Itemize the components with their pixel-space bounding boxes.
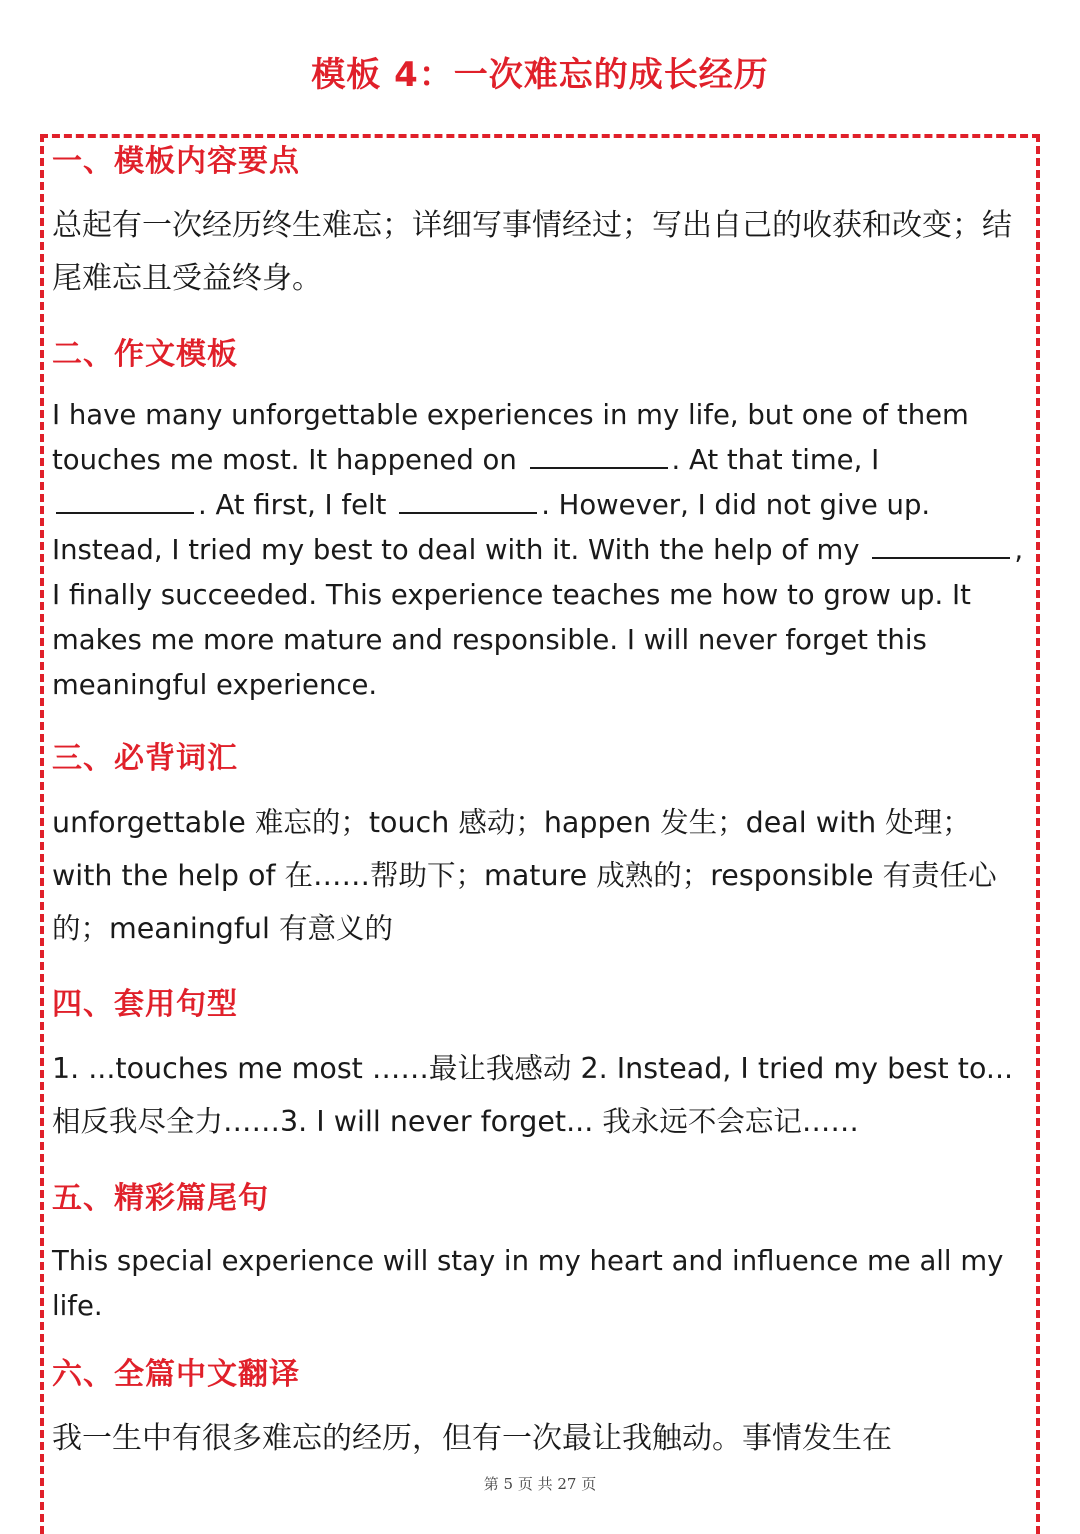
fill-in-blank[interactable] <box>530 443 668 469</box>
section-vocabulary <box>52 737 1027 955</box>
section-ending-sentence <box>52 1177 1027 1329</box>
template-segment: I have many unforgettable experiences in my life, but one of them touches me most. It happened on <box>52 399 969 476</box>
fill-in-blank[interactable] <box>56 488 194 514</box>
section-heading: 四、套用句型 <box>52 987 238 1022</box>
section-heading: 六、全篇中文翻译 <box>52 1357 300 1392</box>
section-heading: 二、作文模板 <box>52 337 238 372</box>
vocabulary-text: unforgettable 难忘的；touch 感动；happen 发生；deal with 处理；with the help of 在……帮助下；mature 成熟的；responsible 有责任心的；meaningful 有意义的 <box>52 806 997 945</box>
fill-in-blank[interactable] <box>399 488 537 514</box>
section-essay-template <box>52 333 1027 708</box>
sentence-patterns-text: 1. ...touches me most ……最让我感动 2. Instead, I tried my best to... 相反我尽全力……3. I will never forget... 我永远不会忘记…… <box>52 1052 1014 1138</box>
template-segment: . At that time, I <box>671 444 880 476</box>
section-heading: 一、模板内容要点 <box>52 144 300 179</box>
translation-text: 我一生中有很多难忘的经历，但有一次最让我触动。事情发生在 <box>52 1421 892 1456</box>
page-title: 模板 4：一次难忘的成长经历 <box>311 55 769 95</box>
key-points-text: 总起有一次经历终生难忘；详细写事情经过；写出自己的收获和改变；结尾难忘且受益终身。 <box>52 208 1012 296</box>
template-segment: . However, I did not give up. Instead, I tried my best to deal with it. With the help of my <box>52 489 931 566</box>
section-sentence-patterns <box>52 983 1027 1148</box>
essay-template-text <box>52 393 1027 708</box>
section-heading: 五、精彩篇尾句 <box>52 1181 269 1216</box>
ending-sentence-text: This special experience will stay in my heart and influence me all my life. <box>52 1245 1004 1322</box>
template-segment: . At first, I felt <box>198 489 387 521</box>
section-key-points <box>52 140 1027 305</box>
template-segment: , I finally succeeded. This experience teaches me how to grow up. It makes me more mature and responsible. I will never forget this meaningful experience. <box>52 534 1024 701</box>
section-heading: 三、必背词汇 <box>52 741 238 776</box>
section-translation <box>52 1353 1027 1465</box>
page-footer: 第 5 页 共 27 页 <box>483 1475 597 1493</box>
fill-in-blank[interactable] <box>872 533 1010 559</box>
